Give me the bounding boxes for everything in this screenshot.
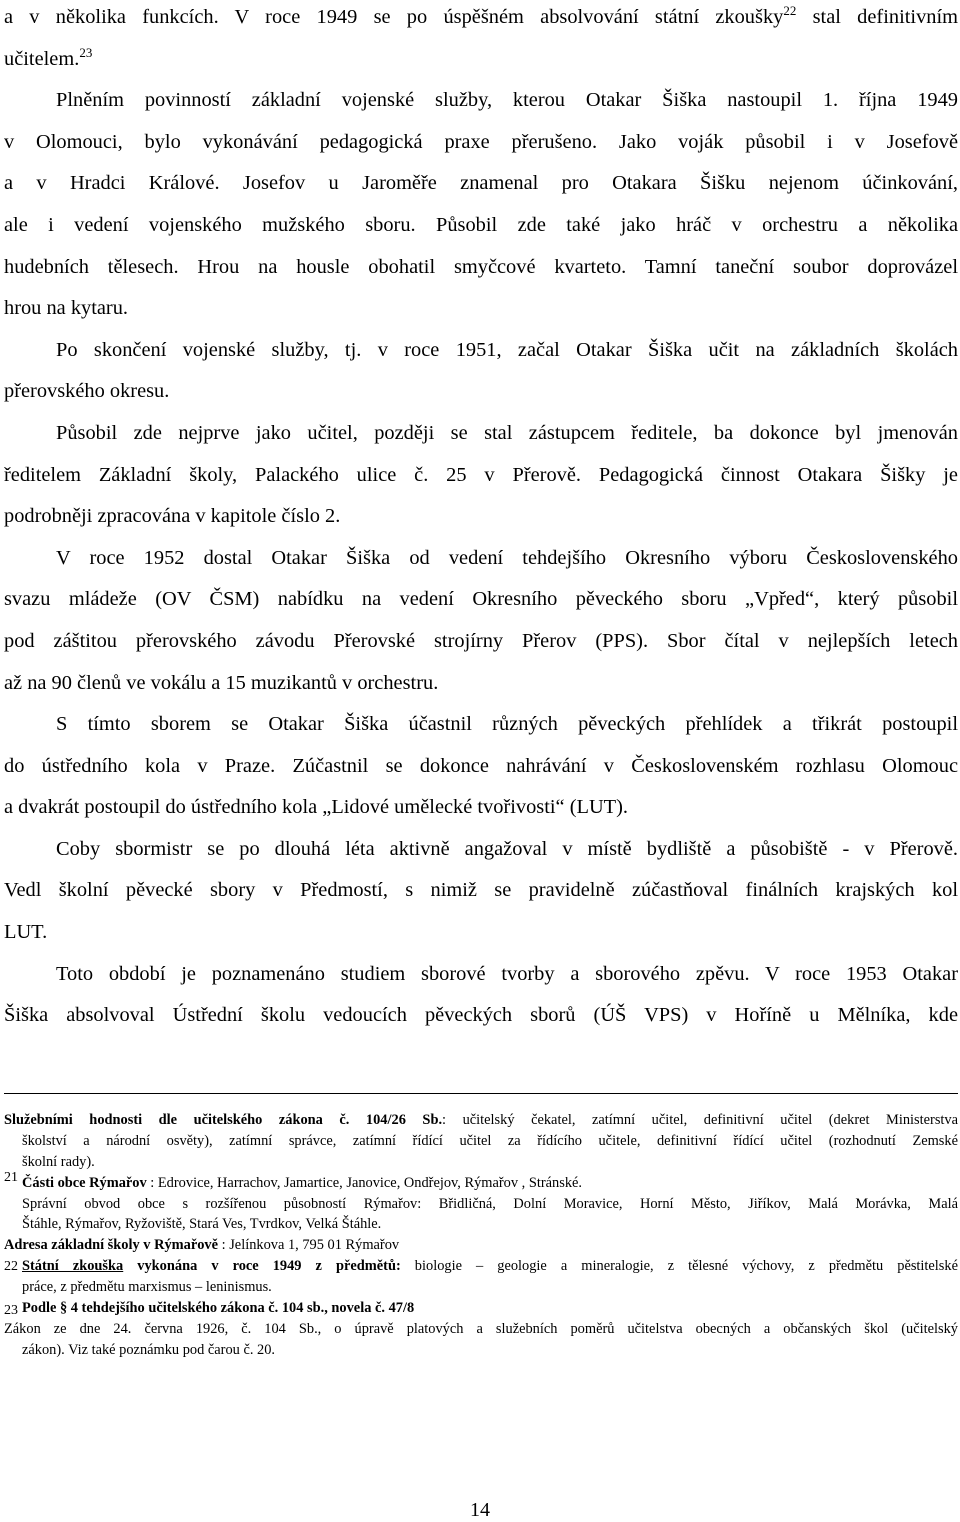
main-text <box>4 0 958 1037</box>
text-line: a dvakrát postoupil do ústředního kola „Lidové umělecké tvořivosti“ (LUT). <box>4 796 629 819</box>
text-line: přerovského okresu. <box>4 380 170 403</box>
text-line: učitelem.$^{23}$ <box>4 44 93 70</box>
footnote-ref: 22 <box>783 3 797 18</box>
footnote-marker: 22 <box>4 1259 18 1274</box>
text-line: pod záštitou přerovského závodu Přerovské strojírny Přerov (PPS). Sbor čítal v nejlepších letech <box>4 629 958 652</box>
text-line: Plněním povinností základní vojenské služby, kterou Otakar Šiška nastoupil 1. října 1949 <box>56 89 958 112</box>
text-line: podrobněji zpracována v kapitole číslo 2. <box>4 505 341 528</box>
footnote-marker: 23 <box>4 1303 18 1318</box>
footnote-line: Státní zkouška vykonána v roce 1949 z předmětů: biologie – geologie a mineralogie, z tělesné výchovy, z předmětu pěstitelské <box>22 1258 958 1275</box>
text-line: ředitelem Základní školy, Palackého ulice č. 25 v Přerově. Pedagogická činnost Otakara Šišky je <box>4 463 958 486</box>
footnote-line: Zákon ze dne 24. června 1926, č. 104 Sb., o úpravě platových a služebních poměrů učitelstva obecných a občanských škol (učitelský <box>4 1320 958 1337</box>
footnotes <box>4 1110 958 1361</box>
footnote-line: školství a národní osvěty), zatímní správce, zatímní řídící učitel za řídícího učitele, definitivní řídící učitel (rozhodnutí Zemské <box>22 1132 958 1149</box>
text-line: svazu mládeže (OV ČSM) nabídku na vedení Okresního pěveckého sboru „Vpřed“, který působil <box>4 588 958 611</box>
text-line: a v několika funkcích. V roce 1949 se po úspěšném absolvování státní zkoušky$^{22}$ stal definitivním <box>4 3 958 28</box>
footnote-marker: 21 <box>4 1170 18 1185</box>
footnote-line: zákon). Viz také poznámku pod čarou č. 20. <box>22 1341 276 1358</box>
footnote-ref: 23 <box>79 44 93 60</box>
text-line: V roce 1952 dostal Otakar Šiška od vedení tehdejšího Okresního výboru Československého <box>56 546 958 569</box>
footnote-line: školní rady). <box>22 1153 95 1170</box>
text-line: Působil zde nejprve jako učitel, později se stal zástupcem ředitele, ba dokonce byl jmenován <box>56 421 958 444</box>
text-line: S tímto sborem se Otakar Šiška účastnil různých pěveckých přehlídek a třikrát postoupil <box>56 713 958 736</box>
text-line: hrou na kytaru. <box>4 297 129 320</box>
footnote-line: Části obce Rýmařov : Edrovice, Harrachov, Jamartice, Janovice, Ondřejov, Rýmařov , Stránské. <box>22 1174 583 1191</box>
text-line: ale i vedení vojenského mužského sboru. Působil zde také jako hráč v orchestru a několika <box>4 213 958 236</box>
text-line: v Olomouci, bylo vykonávání pedagogická praxe přerušeno. Jako voják působil i v Josefově <box>4 130 958 153</box>
footnote-line: Služebními hodnosti dle učitelského zákona č. 104/26 Sb.: učitelský čekatel, zatímní učitel, definitivní učitel (dekret Ministerstva <box>4 1112 958 1128</box>
footnote-line: Adresa základní školy v Rýmařově : Jelínkova 1, 795 01 Rýmařov <box>4 1237 400 1254</box>
text-line: až na 90 členů ve vokálu a 15 muzikantů v orchestru. <box>4 671 439 694</box>
text-line: Vedl školní pěvecké sbory v Předmostí, s nimiž se pravidelně zúčastňoval finálních krajských kol <box>4 879 958 902</box>
text-line: Po skončení vojenské služby, tj. v roce 1951, začal Otakar Šiška učit na základních školách <box>56 338 958 361</box>
text-line: Coby sbormistr se po dlouhá léta aktivně angažoval v místě bydliště a působiště - v Přerově. <box>56 837 958 860</box>
footnote-line: Štáhle, Rýmařov, Ryžoviště, Stará Ves, Tvrdkov, Velká Štáhle. <box>22 1216 382 1233</box>
text-line: hudebních tělesech. Hrou na housle obohatil smyčcové kvarteto. Tamní taneční soubor doprovázel <box>4 255 958 278</box>
footnote-line: Podle § 4 tehdejšího učitelského zákona č. 104 sb., novela č. 47/8 <box>22 1300 415 1317</box>
text-line: Toto období je poznamenáno studiem sborové tvorby a sborového zpěvu. V roce 1953 Otakar <box>56 962 958 985</box>
text-line: Šiška absolvoval Ústřední školu vedoucích pěveckých sborů (ÚŠ VPS) v Hoříně u Mělníka, kde <box>4 1004 958 1027</box>
footnote-line: Správní obvod obce s rozšířenou působností Rýmařov: Břidličná, Dolní Moravice, Horní Město, Jiříkov, Malá Morávka, Malá <box>22 1195 958 1212</box>
footnote-line: práce, z předmětu marxismus – leninismus. <box>22 1279 272 1296</box>
footnote-separator <box>4 1093 958 1094</box>
text-line: LUT. <box>4 921 48 944</box>
text-line: a v Hradci Králové. Josefov u Jaroměře znamenal pro Otakara Šišku nejenom účinkování, <box>4 172 958 195</box>
page-number: 14 <box>470 1499 490 1521</box>
text-line: do ústředního kola v Praze. Zúčastnil se dokonce nahrávání v Československém rozhlasu Olomouc <box>4 754 958 777</box>
